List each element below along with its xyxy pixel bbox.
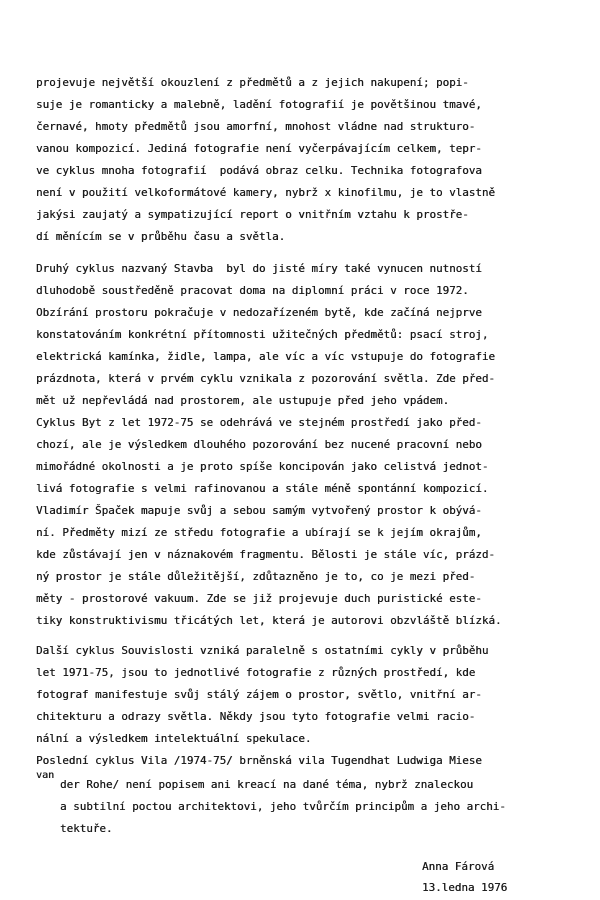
text-line: mět už nepřevládá nad prostorem, ale ustupuje před jeho vpádem.: [36, 394, 450, 407]
text-line: ní. Předměty mizí ze středu fotografie a ubírají se k jejím okrajům,: [36, 526, 482, 539]
text-line: Obzírání prostoru pokračuje v nedozařízeném bytě, kde začíná nejprve: [36, 306, 482, 319]
text-line: černavé, hmoty předmětů jsou amorfní, mnohost vládne nad strukturo-: [36, 120, 476, 133]
text-line: a subtilní poctou architektovi, jeho tvůrčím principům a jeho archi-: [60, 800, 506, 813]
text-line: dí měnícím se v průběhu času a světla.: [36, 230, 286, 243]
text-line: Poslední cyklus Vila /1974-75/ brněnská vila Tugendhat Ludwiga Miese: [36, 754, 482, 767]
text-line: suje je romanticky a malebně, ladění fotografií je povětšinou tmavé,: [36, 98, 482, 111]
text-line: Druhý cyklus nazvaný Stavba byl do jisté míry také vynucen nutností: [36, 262, 482, 275]
text-line: vanou kompozicí. Jediná fotografie není vyčerpávajícím celkem, tepr-: [36, 142, 482, 155]
text-line: ve cyklus mnoha fotografií podává obraz celku. Technika fotografova: [36, 164, 482, 177]
text-line: nální a výsledkem intelektuální spekulace.: [36, 732, 312, 745]
text-line: konstatováním konkrétní přítomnosti užitečných předmětů: psací stroj,: [36, 328, 489, 341]
text-line: tiky konstruktivismu třicátých let, která je autorovi obzvláště blízká.: [36, 614, 502, 627]
signature-date: 13.ledna 1976: [422, 881, 508, 894]
text-line: dluhodobě soustředěně pracovat doma na diplomní práci v roce 1972.: [36, 284, 469, 297]
text-line: fotograf manifestuje svůj stálý zájem o prostor, světlo, vnitřní ar-: [36, 688, 482, 701]
text-line: kde zůstávají jen v náznakovém fragmentu. Bělosti je stále víc, prázd-: [36, 548, 495, 561]
text-line: Vladimír Špaček mapuje svůj a sebou samým vytvořený prostor k obývá-: [36, 504, 482, 517]
text-line: livá fotografie s velmi rafinovanou a stále méně spontánní kompozicí.: [36, 482, 489, 495]
text-line: mimořádné okolnosti a je proto spíše koncipován jako celistvá jednot-: [36, 460, 489, 473]
text-line: chozí, ale je výsledkem dlouhého pozorování bez nucené pracovní nebo: [36, 438, 482, 451]
text-line: chitekturu a odrazy světla. Někdy jsou tyto fotografie velmi racio-: [36, 710, 476, 723]
text-line: měty - prostorové vakuum. Zde se již projevuje duch puristické este-: [36, 592, 482, 605]
text-line: ný prostor je stále důležitější, zdůtazněno je to, co je mezi před-: [36, 570, 476, 583]
text-line: der Rohe/ není popisem ani kreací na dané téma, nybrž znaleckou: [60, 778, 474, 791]
text-line: Cyklus Byt z let 1972-75 se odehrává ve stejném prostředí jako před-: [36, 416, 482, 429]
text-line: elektrická kamínka, židle, lampa, ale víc a víc vstupuje do fotografie: [36, 350, 495, 363]
text-line: jakýsi zaujatý a sympatizující report o vnitřním vztahu k prostře-: [36, 208, 469, 221]
text-line: projevuje největší okouzlení z předmětů a z jejich nakupení; popi-: [36, 76, 469, 89]
handwritten-insertion: van: [36, 770, 55, 781]
text-line: let 1971-75, jsou to jednotlivé fotografie z různých prostředí, kde: [36, 666, 476, 679]
text-line: tektuře.: [60, 822, 113, 835]
signature-name: Anna Fárová: [422, 860, 495, 873]
text-line: není v použití velkoformátové kamery, nybrž x kinofilmu, je to vlastně: [36, 186, 495, 199]
text-line: prázdnota, která v prvém cyklu vznikala z pozorování světla. Zde před-: [36, 372, 495, 385]
text-line: Další cyklus Souvislosti vzniká paralelně s ostatními cykly v průběhu: [36, 644, 489, 657]
